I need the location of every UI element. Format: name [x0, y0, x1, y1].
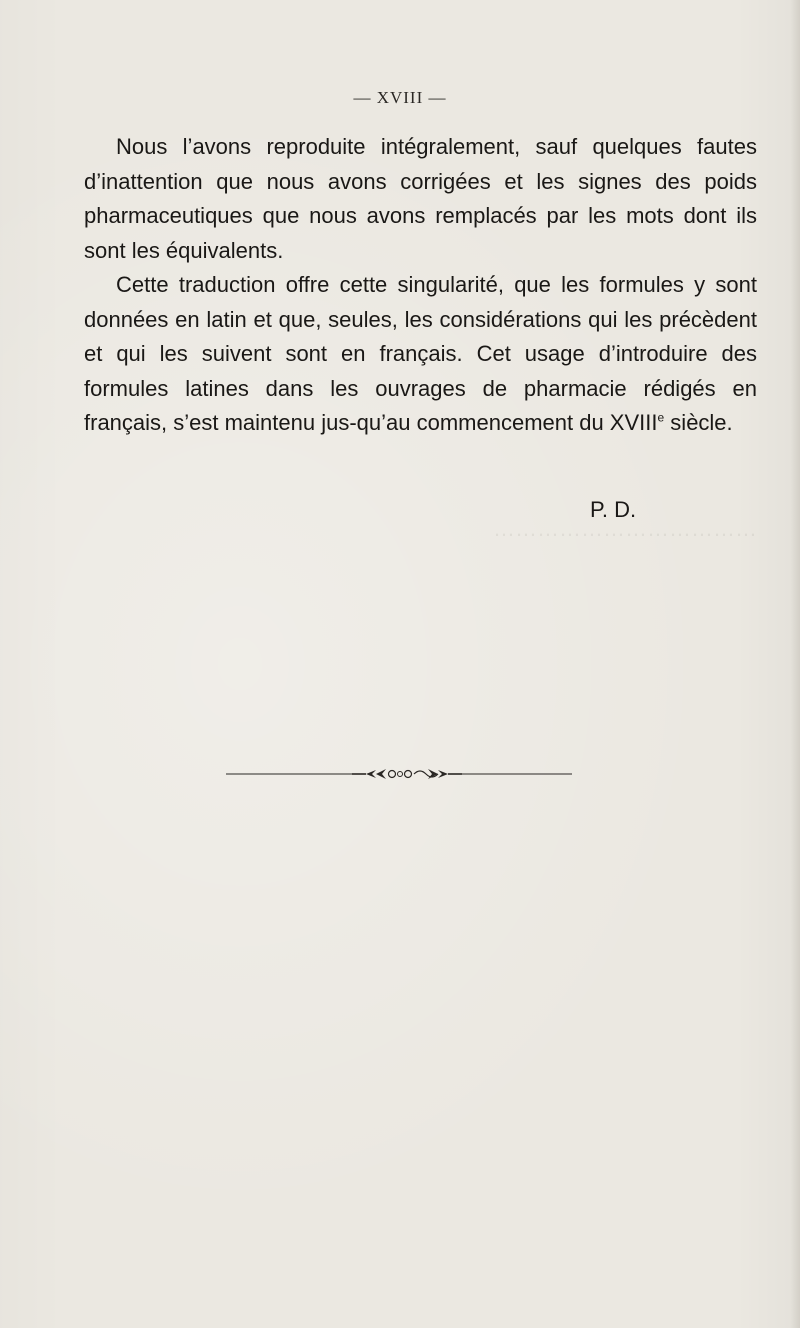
page-edge-shadow	[790, 0, 800, 1328]
show-through-ghost: ………………………………	[493, 516, 757, 541]
main-text	[84, 130, 757, 441]
paragraph-2	[84, 268, 757, 441]
ornament-divider-icon	[226, 766, 572, 782]
running-head: — XVIII —	[353, 88, 447, 107]
paragraph-2-end: siècle.	[664, 410, 733, 435]
signature-initials: P. D.	[590, 497, 637, 522]
paragraph-1: Nous l’avons reproduite intégralement, sauf quelques fautes d’inattention que nous avons corrigées et les signes des poids pharmaceutiques que nous avons remplacés par les mots dont ils sont les équivalents.	[84, 134, 757, 263]
century-superscript: e	[657, 410, 665, 425]
paragraph-2-text: Cette traduction offre cette singularité, que les formules y sont données en latin et que, seules, les considérations qui les précèdent et qui les suivent sont en français. Cet usage d’introduire des formules latines dans les ouvrages de pharmacie rédigés en français, s’est maintenu jus-qu’au commencement du XVIII	[84, 272, 757, 435]
